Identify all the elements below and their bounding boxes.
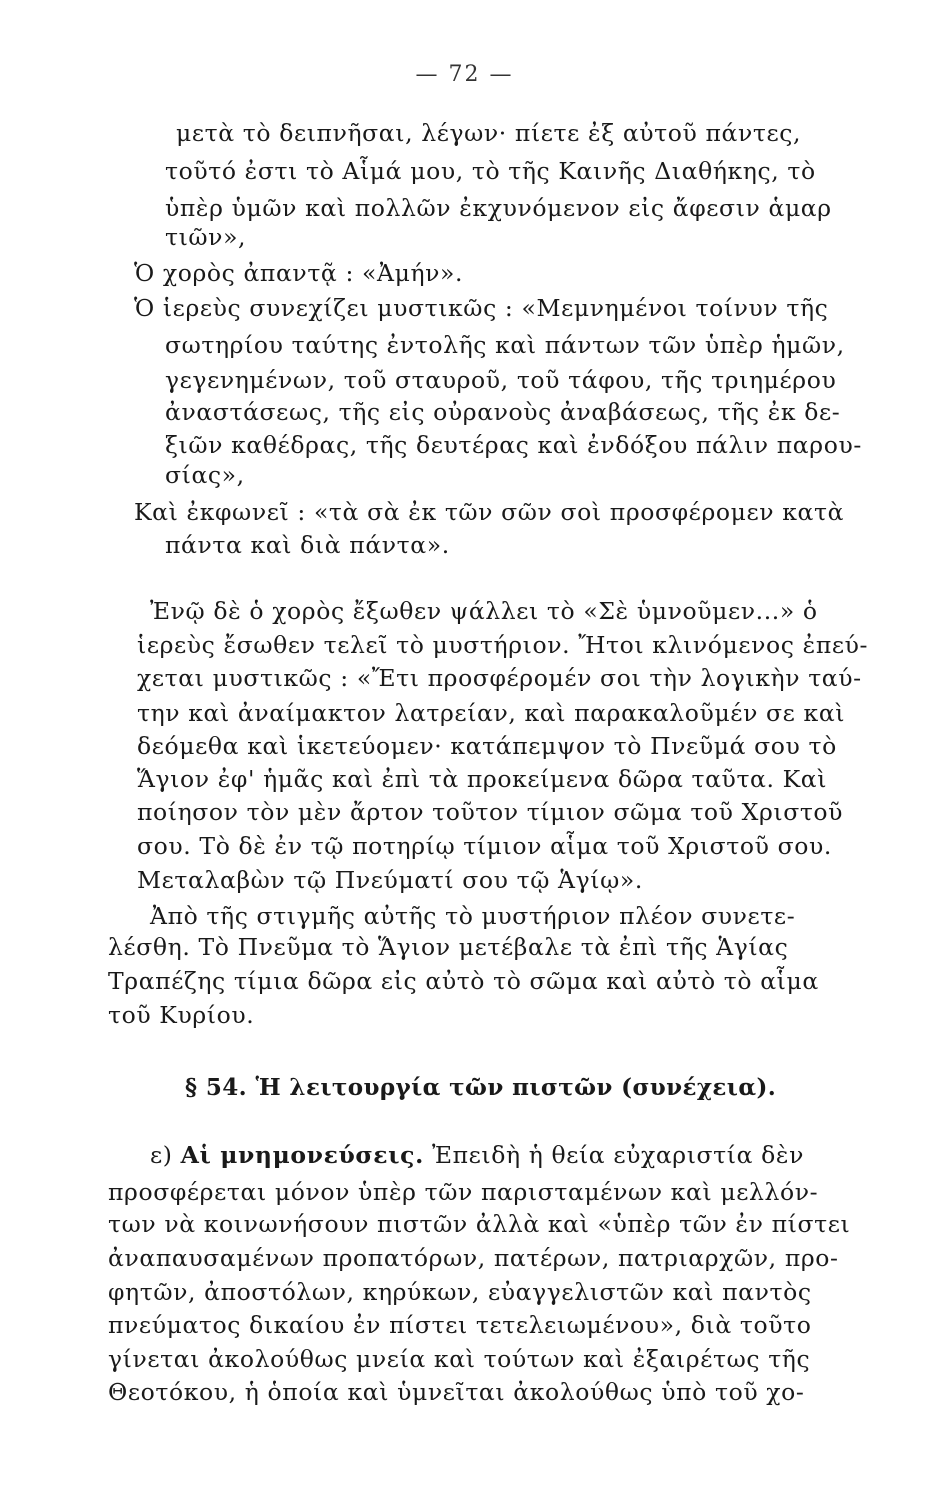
text-line: χεται μυστικῶς : «Ἔτι προσφέρομέν σοι τὴν λογικὴν ταύ- [137, 664, 862, 692]
text-line: Θεοτόκου, ἡ ὁποία καὶ ὑμνεῖται ἀκολούθως ὑπὸ τοῦ χο- [108, 1378, 805, 1406]
text-line: Μεταλαβὼν τῷ Πνεύματί σου τῷ Ἁγίῳ». [137, 866, 643, 894]
text-line: Ὁ χορὸς ἀπαντᾷ : «Ἀμήν». [134, 259, 464, 287]
text-line: τιῶν», [165, 223, 247, 251]
item-label: ε) [150, 1141, 173, 1169]
text-line: ξιῶν καθέδρας, τῆς δευτέρας καὶ ἐνδόξου πάλιν παρου- [165, 431, 862, 459]
text-line: των νὰ κοινωνήσουν πιστῶν ἀλλὰ καὶ «ὑπὲρ τῶν ἐν πίστει [108, 1210, 851, 1238]
text-line: πάντα καὶ διὰ πάντα». [165, 531, 450, 559]
text-line: τοῦ Κυρίου. [108, 1001, 255, 1029]
subsection-title: Αἱ μνημονεύσεις. [180, 1141, 424, 1169]
section-lead-line [150, 1141, 804, 1169]
text-line: την καὶ ἀναίμακτον λατρείαν, καὶ παρακαλοῦμέν σε καὶ [137, 699, 846, 727]
text-line: μετὰ τὸ δειπνῆσαι, λέγων· πίετε ἐξ αὐτοῦ πάντες, [176, 119, 802, 147]
text-line: Ὁ ἱερεὺς συνεχίζει μυστικῶς : «Μεμνημένοι τοίνυν τῆς [134, 294, 829, 322]
text-line: Καὶ ἐκφωνεῖ : «τὰ σὰ ἐκ τῶν σῶν σοὶ προσφέρομεν κατὰ [134, 498, 845, 526]
page-number: — 72 — [415, 62, 514, 87]
text-line: ἀναστάσεως, τῆς εἰς οὐρανοὺς ἀναβάσεως, τῆς ἐκ δε- [165, 398, 841, 426]
text-line: τοῦτό ἐστι τὸ Αἷμά μου, τὸ τῆς Καινῆς Διαθήκης, τὸ [165, 157, 816, 185]
text-line: ἱερεὺς ἔσωθεν τελεῖ τὸ μυστήριον. Ἤτοι κλινόμενος ἐπεύ- [137, 631, 869, 659]
text-line: Ἅγιον ἐφ' ἡμᾶς καὶ ἐπὶ τὰ προκείμενα δῶρα ταῦτα. Καὶ [137, 765, 828, 793]
text-line: σωτηρίου ταύτης ἐντολῆς καὶ πάντων τῶν ὑπὲρ ἡμῶν, [165, 331, 845, 359]
text-line: Ἀπὸ τῆς στιγμῆς αὐτῆς τὸ μυστήριον πλέον συνετε- [150, 902, 796, 930]
text-line: λέσθη. Τὸ Πνεῦμα τὸ Ἅγιον μετέβαλε τὰ ἐπὶ τῆς Ἁγίας [108, 933, 789, 961]
text-line: Τραπέζης τίμια δῶρα εἰς αὐτὸ τὸ σῶμα καὶ αὐτὸ τὸ αἷμα [108, 967, 819, 995]
text-line: γεγενημένων, τοῦ σταυροῦ, τοῦ τάφου, τῆς τριημέρου [165, 366, 837, 394]
text-line: γίνεται ἀκολούθως μνεία καὶ τούτων καὶ ἐξαιρέτως τῆς [108, 1345, 811, 1373]
text-line: Ἐνῷ δὲ ὁ χορὸς ἔξωθεν ψάλλει τὸ «Σὲ ὑμνοῦμεν...» ὁ [150, 597, 818, 625]
text-line: δεόμεθα καὶ ἱκετεύομεν· κατάπεμψον τὸ Πνεῦμά σου τὸ [137, 732, 837, 760]
text-line: πνεύματος δικαίου ἐν πίστει τετελειωμένου», διὰ τοῦτο [108, 1311, 812, 1339]
text-line: σίας», [165, 461, 245, 489]
lead-text: Ἐπειδὴ ἡ θεία εὐχαριστία δὲν [431, 1141, 804, 1169]
text-line: προσφέρεται μόνον ὑπὲρ τῶν παρισταμένων καὶ μελλόν- [108, 1178, 819, 1206]
text-line: ὑπὲρ ὑμῶν καὶ πολλῶν ἐκχυνόμενον εἰς ἄφεσιν ἁμαρ [165, 194, 832, 222]
text-line: ἀναπαυσαμένων προπατόρων, πατέρων, πατριαρχῶν, προ- [108, 1244, 839, 1272]
text-line: σου. Τὸ δὲ ἐν τῷ ποτηρίῳ τίμιον αἷμα τοῦ Χριστοῦ σου. [137, 832, 832, 860]
text-line: φητῶν, ἀποστόλων, κηρύκων, εὐαγγελιστῶν καὶ παντὸς [108, 1278, 812, 1306]
section-heading: § 54. Ἡ λειτουργία τῶν πιστῶν (συνέχεια). [185, 1074, 777, 1101]
text-line: ποίησον τὸν μὲν ἄρτον τοῦτον τίμιον σῶμα τοῦ Χριστοῦ [137, 798, 844, 826]
